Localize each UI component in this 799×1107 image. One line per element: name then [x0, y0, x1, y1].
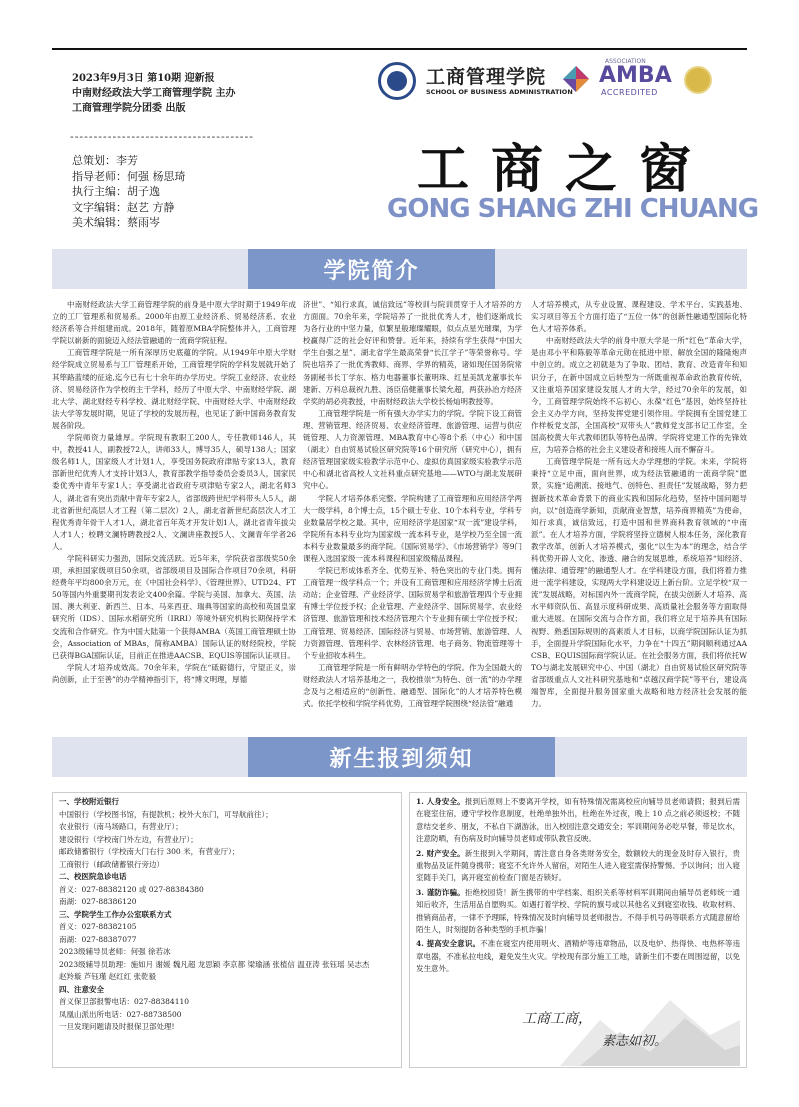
intro-column-1 [52, 299, 296, 725]
staff-chief-planner: 总策划：李芳 [72, 154, 138, 167]
notice-text: 新生报到入学期间，需注意自身各类财务安全，数额较大的现金及时存入银行，贵重物品及证件随身携带；寝室不允许外人留宿，对陌生人进入寝室需保持警惕、予以询问；出入寝室随手关门，离开寝室前检查门窗是否锁好。 [416, 848, 740, 883]
gold-badge-icon [684, 66, 712, 94]
intro-paragraph: 学院人才培养体系完整。学院构建了工商管理和应用经济学两大一级学科，8个博士点，15个硕士专业、10个本科专业，学科专业数量居学校之最。其中，应用经济学是国家“双一流”建设学科，学院所有本科专业均为国家级一流本科专业，是学校乃至全国一流本科专业数量最多的商学院。《国际贸易学》、《市场营销学》等9门课程入选国家级一流本科课程和国家级精品课程。 [303, 493, 522, 563]
masthead-pinyin: GONG SHANG ZHI CHUANG [387, 194, 759, 224]
section-heading: 一、学校附近银行 [59, 797, 119, 806]
intro-paragraph: 济世”、“知行求真，诚信致远”等校训与院训贯穿于人才培养的方方面面。70余年来，学院培养了一批批优秀人才，他们逐渐成长为各行业的中坚力量，似繁星般璀璨耀眼，似点点星光璀璨，为学校赢得广泛的社会好评和赞誉。近年来，持续有学生获得“中国大学生自强之星”、湖北省学生最高荣誉“长江学子”等荣誉称号。学院也培养了一批优秀教师、商界、学界的精英，诸如现任国务院常务副秘书长丁学东、格力电器董事长董明珠、红星美凯龙董事长车建新、万科总裁祝九胜、汤臣倍健董事长梁允超，两获孙冶方经济学奖的胡必亮教授，中南财经政法大学校长杨灿明教授等。 [303, 300, 522, 406]
notice-lead: 4. 提高安全意识。 [416, 939, 481, 949]
guide-heading: 新生报到须知 [248, 737, 555, 777]
list-item: 建设银行（学校南门外左边，有营业厅）； [59, 834, 198, 844]
publication-info [72, 71, 235, 116]
notice-item [416, 938, 740, 975]
calligraphy-line-1: 工商工商， [522, 1011, 592, 1027]
section-heading: 三、学院学生工作办公室联系方式 [59, 909, 172, 919]
publisher-line: 工商管理学院分团委 出版 [72, 103, 186, 114]
list-item: 2023级辅导员老师：何强 徐若冰 [59, 947, 171, 956]
notice-item [416, 796, 740, 846]
university-seal-icon [378, 62, 416, 100]
notice-item [416, 887, 740, 937]
intro-paragraph: 学院已形成体系齐全、优势互补、特色突出的专业门类。拥有工商管理一级学科点一个；并设有工商管理和应用经济学博士后流动站；企业管理、产业经济学、国际贸易学和旅游管理四个专业拥有博士学位授予权；企业管理、产业经济学、国际贸易学、农业经济管理、旅游管理和技术经济管理六个专业拥有硕士学位授予权；工商管理、贸易经济、国际经济与贸易、市场营销、旅游管理、人力资源管理、管理科学、农林经济管理、电子商务、物流管理等十个专业招收本科生。 [303, 566, 522, 660]
list-item: 农业银行（南马场路口，有营业厅）； [59, 822, 183, 831]
notice-lead: 3. 谨防诈骗。 [416, 887, 465, 897]
notice-text: 不准在寝室内使用明火、酒精炉等违章物品，以及电炉、热得快、电热杯等违章电器，不准私拉电线，避免发生火灾。学校现有部分施工工地，请新生们不要在周围逗留，以免发生意外。 [416, 939, 740, 974]
intro-paragraph: 中南财经政法大学的前身中原大学是一所“红色”革命大学，是由邓小平和陈毅等革命元勋在抵进中原、解放全国的隆隆炮声中创立的。成立之初就是为了争取、团结、教育、改造青年和知识分子，在新中国成立后转型为一所既重视革命政治教育传统，又注重培养国家建设发展人才的大学，经过70余年的发展，如今，工商管理学院始终不忘初心、永葆“红色”基因，始终坚持社会主义办学方向，坚持发挥党建引领作用。学院拥有全国党建工作样板党支部，全国高校“双带头人”教师党支部书记工作室，全国高校黄大年式教师团队等特色品牌。学院将党建工作的先锋效应，为培养合格的社会主义建设者和接班人而不懈奋斗。 [531, 336, 747, 455]
intro-paragraph: 学院科研实力强劲，国际交流活跃。近5年来，学院获省部级奖50余项，承担国家级项目50余项，省部级项目及国际合作项目70余项，科研经费年平均800余万元，在《中国社会科学》、《管理世界》、UTD24、FT50等国内外重要期刊发表论文400余篇。学院与美国、加拿大、英国、法国、澳大利亚、新西兰、日本、马来西亚、瑞典等国家的高校和英国皇家研究所（IDS）、国际水稻研究所（IRRI）等境外研究机构长期保持学术交流和合作研究。作为中国大陆第一个获得AMBA（英国工商管理硕士协会，Association of MBAs，简称AMBA）国际认证的财经院校，学院已获得BGA国际认证，目前正在推进AACSB、EQUIS等国际认证项目。 [52, 553, 296, 660]
amba-logo-text: AMBA [599, 63, 672, 88]
amba-diamond-icon [561, 64, 591, 94]
list-item: 凤凰山派出所电话：027-88738500 [59, 1009, 182, 1019]
list-item: 一旦发现问题请及时报保卫部处理! [59, 1022, 175, 1031]
calligraphy-line-2: 素志如初。 [602, 1034, 668, 1049]
intro-paragraph: 学院人才培养成效高。70余年来，学院在“砥砺德行，守望正义，崇尚创新，止于至善”的办学精神指引下，将“博文明理，厚德 [52, 662, 296, 684]
intro-paragraph: 中南财经政法大学工商管理学院的前身是中原大学时期于1949年成立的工厂管理系和贸易系。2000年由原工业经济系、贸易经济系、农业经济系等合并组建而成。2018年，随着原MBA学院整体并入，工商管理学院以崭新的面貌迈入经法管融通的一流商学院征程。 [52, 300, 296, 346]
contact-info-box [52, 792, 402, 1068]
intro-heading: 学院简介 [248, 249, 495, 289]
intro-paragraph: 工商管理学院是一所有强大办学实力的学院。学院下设工商管理、营销管理、经济贸易、农业经济管理、旅游管理、运营与供应链管理、人力资源管理、MBA教育中心等8个系（中心）和中国（湖北）自由贸易试验区研究院等16个研究所（研究中心），拥有经济管理国家级实验教学示范中心、虚拟仿真国家级实验教学示范中心和湖北省高校人文社科重点研究基地——WTO与湖北发展研究中心。 [303, 408, 522, 491]
intro-paragraph: 工商管理学院是一所有鲜明办学特色的学院。作为全国最大的财经政法人才培养基地之一，我校推崇“为特色、创一流”的办学理念及与之相适应的“创新性、融通型、国际化”的人才培养特色模式。依托学校和学院学科优势，工商管理学院围绕“经法管”融通 [303, 662, 522, 709]
staff-list [72, 153, 186, 231]
intro-paragraph: 人才培养模式，从专业设置、课程建设、学术平台、实践基地、实习项目等五个方面打造了“五位一体”的创新性融通型国际化特色人才培养体系。 [531, 300, 747, 334]
notice-lead: 2. 财产安全。 [416, 848, 465, 858]
issue-line: 2023年9月3日 第10期 迎新报 [72, 73, 215, 84]
list-item: 工商银行（邮政储蓄银行旁边） [59, 859, 164, 869]
list-item: 邮政储蓄银行（学校南大门右行 300 米，有营业厅）； [59, 847, 240, 856]
list-item: 首义：027-88382120 或 027-88384380 [59, 884, 204, 894]
masthead-title: 工商之窗 [417, 139, 714, 200]
list-item: 南湖：027-88387077 [59, 934, 137, 944]
list-item: 赵羚璇 芦钰瑾 赵红红 张乾毅 [59, 972, 157, 981]
school-name-cn: 工商管理学院 [426, 66, 547, 88]
staff-advisors: 指导老师：何强 杨思琦 [72, 169, 186, 183]
notice-lead: 1. 人身安全。 [416, 797, 465, 806]
notice-item [416, 848, 740, 885]
notice-text: 报到后原则上不要离开学校，如有特殊情况需离校应向辅导员老师请假；报到后需在寝室住宿，遵守学校作息制度，杜绝单独外出，杜绝在外过夜，晚上 10 点之前必须返校；不随意结交老乡、朋友，不私自下湖游泳，出入校园注意交通安全；军训期间务必吃早餐，带足饮水，注意防晒，有伤病及时向辅导员老师或带队教官反映。 [416, 797, 740, 844]
staff-art-editor: 美术编辑：蔡雨岑 [72, 216, 160, 229]
dashed-divider: --------------------------------------- [70, 130, 254, 143]
list-item: 首义保卫部报警电话：027-88384110 [59, 997, 190, 1006]
list-item: 首义：027-88382105 [59, 922, 137, 931]
section-heading: 四、注意安全 [59, 984, 104, 994]
amba-accredited-label: ACCREDITED [601, 88, 658, 97]
host-line: 中南财经政法大学工商管理学院 主办 [72, 88, 236, 99]
mountains-illustration-icon [560, 990, 740, 1066]
notice-text: 拒绝校园贷！新生携带的中学档案、组织关系等材料军训期间由辅导员老师统一通知后收齐，生活用品自愿购买。如遇打着学校、学院的旗号或以其他名义到寝室收钱、收取材料、推销商品者，一律不予理睬，特殊情况及时向辅导员老师报告。不得手机号码等联系方式随意留给陌生人，时刻提防各种类型的手机诈骗！ [416, 887, 740, 935]
list-item: 中国银行（学校图书馆，有提款机；校外大东门，可导航前往）； [59, 809, 273, 819]
intro-paragraph: 工商管理学院是一所有深厚历史底蕴的学院。从1949年中原大学财经学院成立贸易系与工厂管理系开始，工商管理学院的学科发展就开始了其筚路蓝缕的征途,迄今已有七十余年的办学历史。学院工业经济、农业经济、贸易经济作为学校的主干学科，经历了中原大学、中南财经学院、湖北大学、湖北财经专科学校、湖北财经学院、中南财经大学、中南财经政法大学等发展时期，见证了学校的发展历程，也见证了新中国商务教育发展各阶段。 [52, 348, 296, 430]
top-rule [52, 48, 747, 50]
school-name-en: SCHOOL OF BUSINESS ADMINISTRATION [426, 88, 573, 96]
staff-text-editors: 文字编辑：赵艺 方静 [72, 200, 175, 214]
section-heading: 二、校医院急诊电话 [59, 872, 127, 881]
list-item: 2023级辅导员助理：施如月 谢媛 魏凡超 龙思颖 李京都 梁瑜涵 张植信 温亚涛 张钰瑶 吴志杰 [59, 959, 370, 969]
intro-column-2 [303, 299, 522, 725]
intro-paragraph: 工商管理学院是一所有远大办学理想的学院。未来，学院将秉持“立足中南，面向世界，成为经法管融通的一流商学院”愿景，实施“追溯流、接地气、创特色、担责任”发展战略，努力把握新技术革命背景下的商业实践和国际化趋势，坚持中国问题导向，以“创造商学新知，贡献商业智慧，培养商界精英”为使命，知行求真，诚信致远，打造中国和世界商科教育领域的“中南派”。在人才培养方面，学院将坚持立德树人根本任务，深化教育教学改革，创新人才培养模式，强化“以生为本”的理念，结合学科优势开辟人文化、渗透、融合的发展思维，系统培养“知经济、懂法律、通管理”的融通型人才。在学科建设方面，我们将着力推进一流学科建设，实现两大学科建设迈上新台阶。立足学校“双一流”发展战略，对标国内外一流商学院，在拔尖创新人才培养、高水平师资队伍、高显示度科研成果、高质量社会服务等方面取得重大进展。在国际交流与合作方面，我们将立足于培养具有国际视野、熟悉国际规则的高素质人才目标，以商学院国际认证为抓手，全面提升学院国际化水平，力争在“十四五”期间顺利通过AACSB、EQUIS国际商学院认证。在社会服务方面，我们将依托WTO与湖北发展研究中心、中国（湖北）自由贸易试验区研究院等省部级重点人文社科研究基地和“卓越汉商学院”等平台，建设高端智库，全面提升服务国家重大战略和地方经济社会发展的能力。 [531, 457, 747, 709]
amba-association-label: ASSOCIATION [605, 58, 646, 65]
staff-executive-editor: 执行主编：胡子逸 [72, 185, 160, 198]
intro-column-3 [531, 299, 747, 725]
intro-paragraph: 学院师资力量雄厚。学院现有教职工200人，专任教师146人，其中，教授41人，副教授72人，讲师33人，博导35人，硕导138人；国家级名师1人，国家级人才计划1人，享受国务院政府津贴专家13人，教育部新世纪优秀人才支持计划3人，教育部教学指导委员会委员3人，国家民委优秀中青年专家1人；享受湖北省政府专项津贴专家2人，湖北名师3人，湖北省有突出贡献中青年专家2人，省部级跨世纪学科带头人5人，湖北省新世纪高层人才工程（第二层次）2人，湖北省新世纪高层次人才工程优秀青年骨干人才1人，湖北省百年英才开发计划1人，湖北省青年拔尖人才1人；校聘文澜特聘教授2人、文澜讲座教授5人、文澜青年学者26人。 [52, 433, 296, 551]
list-item: 南湖：027-88386120 [59, 897, 137, 906]
